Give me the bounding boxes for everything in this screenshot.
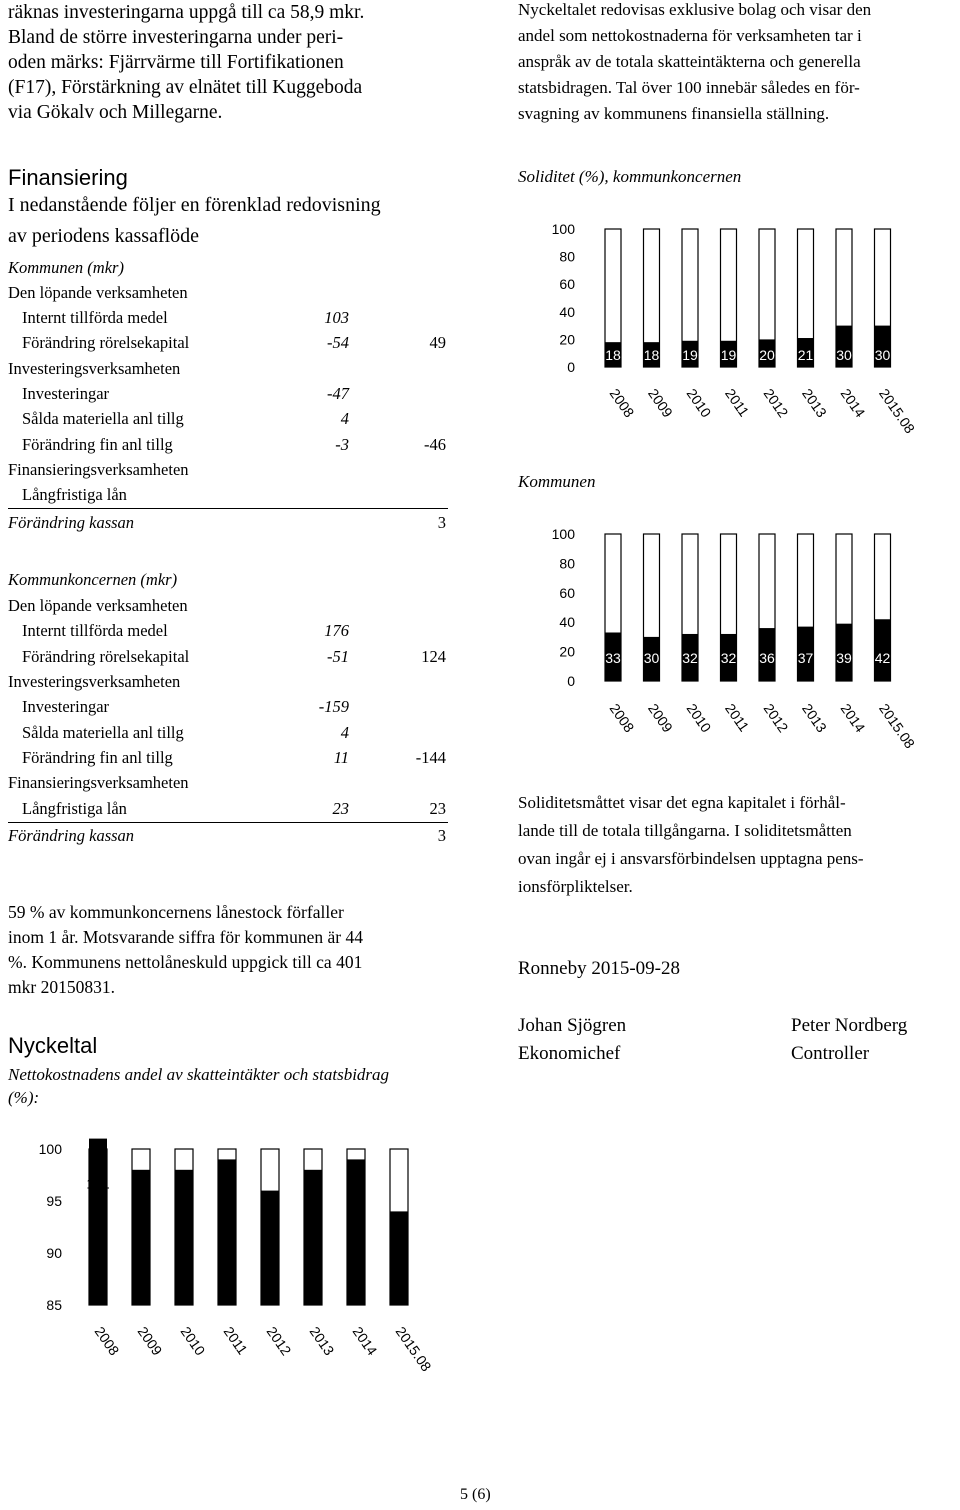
data-label: 42: [874, 650, 891, 666]
koncernen-title: Kommunkoncernen (mkr): [8, 570, 178, 589]
data-label: 30: [874, 347, 891, 363]
right-intro-text: [518, 0, 958, 127]
row-label: Långfristiga lån: [22, 799, 127, 818]
soliditet-kommunen-chart: [520, 520, 940, 765]
y-tick-label: 100: [551, 526, 575, 542]
page-number: 5 (6): [460, 1486, 491, 1503]
nyckeltal-heading: Nyckeltal: [8, 1033, 98, 1058]
total-value: 3: [437, 826, 446, 845]
soliditet-koncern-chart: [520, 215, 940, 450]
x-tick-label: 2014: [349, 1323, 381, 1359]
signatory-role: Ekonomichef: [518, 1043, 621, 1064]
table-divider: [8, 822, 448, 823]
nyckeltal-subtitle: [8, 1063, 389, 1109]
y-tick-label: 20: [559, 331, 575, 348]
total-label: Förändring kassan: [8, 513, 135, 532]
row-value: 4: [340, 723, 349, 742]
finansiering-intro-line: av periodens kassaflöde: [8, 225, 200, 247]
data-label: 19: [720, 347, 737, 363]
soliditet-text-line: Soliditetsmåttet visar det egna kapitalet i förhål-: [518, 793, 846, 812]
row-label: Sålda materiella anl tillg: [22, 409, 184, 428]
right-intro-line: anspråk av de totala skatteintäkterna och generella: [518, 52, 861, 71]
x-tick-label: 2011: [220, 1323, 251, 1358]
soliditet-text-line: ionsförpliktelser.: [518, 877, 633, 896]
y-tick-label: 20: [559, 643, 575, 660]
row-value: -159: [318, 697, 349, 716]
nettokostnad-chart: [20, 1135, 460, 1395]
data-label: 94: [391, 1248, 407, 1265]
right-intro-line: statsbidragen. Tal över 100 innebär således en för-: [518, 78, 860, 97]
nyckeltal-subtitle-line: Nettokostnadens andel av skatteintäkter och statsbidrag: [8, 1065, 390, 1084]
row-label: Internt tillförda medel: [22, 308, 168, 327]
y-tick-label: 90: [46, 1245, 62, 1261]
y-tick-label: 60: [559, 584, 575, 601]
left-intro-line: oden märks: Fjärrvärme till Fortifikationen: [8, 52, 344, 73]
loan-note: [8, 900, 448, 1000]
row-label: Sålda materiella anl tillg: [22, 723, 184, 742]
left-intro-text: [8, 0, 448, 125]
x-tick-label: 2013: [799, 385, 831, 421]
row-value: -47: [327, 384, 349, 403]
data-label: 39: [836, 650, 852, 666]
data-label: 18: [605, 347, 621, 363]
data-label: 99: [348, 1196, 364, 1213]
row-value: 103: [324, 308, 349, 327]
total-value: 3: [437, 513, 446, 532]
finansiering-intro-line: I nedanstående följer en förenklad redovisning: [8, 194, 381, 216]
x-tick-label: 2011: [722, 385, 753, 420]
section-label: Den löpande verksamheten: [8, 283, 188, 302]
soliditet-chart-title: Soliditet (%), kommunkoncernen: [518, 167, 742, 186]
x-tick-label: 2010: [683, 385, 715, 421]
y-tick-label: 80: [559, 248, 575, 265]
x-tick-label: 2014: [837, 700, 869, 736]
data-label: 99: [219, 1196, 235, 1213]
x-tick-label: 2014: [837, 385, 869, 421]
x-tick-label: 2008: [606, 700, 638, 736]
data-label: 32: [720, 650, 737, 666]
bar: [261, 1191, 279, 1305]
row-value: 11: [333, 748, 349, 767]
y-tick-label: 100: [38, 1141, 62, 1157]
data-label: 37: [797, 650, 814, 666]
data-label: 21: [797, 347, 814, 363]
right-intro-line: svagning av kommunens finansiella ställning.: [518, 104, 830, 123]
data-label: 98: [176, 1206, 192, 1223]
y-tick-label: 100: [551, 221, 575, 237]
data-label: 36: [759, 650, 775, 666]
row-value: 4: [340, 409, 349, 428]
left-intro-line: via Gökalv och Millegarne.: [8, 102, 223, 123]
signatory-role: Controller: [791, 1043, 870, 1064]
kommunen-chart-title: Kommunen: [518, 472, 596, 491]
data-label: 18: [643, 347, 660, 363]
bar: [132, 1170, 150, 1305]
section-label: Finansieringsverksamheten: [8, 773, 189, 792]
right-intro-line: Nyckeltalet redovisas exklusive bolag och visar den: [518, 0, 872, 19]
y-tick-label: 95: [46, 1193, 62, 1209]
row-total: 49: [429, 333, 446, 352]
x-tick-label: 2013: [306, 1323, 338, 1359]
soliditet-text: [518, 789, 958, 901]
loan-note-line: inom 1 år. Motsvarande siffra för kommunen är 44: [8, 927, 363, 947]
row-value: -51: [327, 647, 349, 666]
y-tick-label: 40: [559, 614, 575, 631]
section-label: Investeringsverksamheten: [8, 672, 181, 691]
data-label: 33: [605, 650, 621, 666]
data-label: 30: [643, 650, 660, 666]
y-tick-label: 0: [567, 673, 575, 689]
finansiering-intro: [8, 190, 381, 252]
row-label: Förändring rörelsekapital: [22, 647, 190, 666]
data-label: 96: [262, 1227, 278, 1244]
left-intro-line: räknas investeringarna uppgå till ca 58,9 mkr.: [8, 2, 365, 23]
loan-note-line: 59 % av kommunkoncernens lånestock förfaller: [8, 902, 344, 922]
right-intro-line: andel som nettokostnaderna för verksamheten tar i: [518, 26, 862, 45]
kommunen-title: Kommunen (mkr): [8, 258, 124, 277]
x-tick-label: 2015.08: [876, 385, 919, 437]
x-tick-label: 2015.08: [876, 700, 919, 752]
row-label: Långfristiga lån: [22, 485, 127, 504]
x-tick-label: 2008: [606, 385, 638, 421]
y-tick-label: 80: [559, 555, 575, 572]
loan-note-line: mkr 20150831.: [8, 977, 115, 997]
row-total: 124: [421, 647, 446, 666]
row-value: -3: [335, 435, 349, 454]
left-intro-line: (F17), Förstärkning av elnätet till Kuggeboda: [8, 77, 363, 98]
data-label: 98: [305, 1206, 321, 1223]
row-value: 23: [332, 799, 349, 818]
y-tick-label: 60: [559, 276, 575, 293]
place-date: Ronneby 2015-09-28: [518, 958, 681, 979]
row-label: Förändring fin anl tillg: [22, 748, 173, 767]
data-label: 98: [133, 1206, 149, 1223]
table-divider: [8, 508, 448, 509]
x-tick-label: 2010: [683, 700, 715, 736]
finansiering-heading: Finansiering: [8, 165, 128, 190]
data-label: 32: [682, 650, 698, 666]
x-tick-label: 2012: [760, 385, 792, 421]
row-label: Investeringar: [22, 384, 110, 403]
row-label: Investeringar: [22, 697, 110, 716]
x-tick-label: 2009: [645, 700, 677, 736]
row-value: -54: [327, 333, 349, 352]
left-intro-line: Bland de större investeringarna under peri-: [8, 27, 344, 48]
data-label: 19: [682, 347, 698, 363]
y-tick-label: 0: [567, 359, 575, 375]
row-label: Internt tillförda medel: [22, 621, 168, 640]
row-label: Förändring rörelsekapital: [22, 333, 190, 352]
x-tick-label: 2015.08: [392, 1323, 435, 1375]
bar: [218, 1159, 236, 1305]
section-label: Finansieringsverksamheten: [8, 460, 189, 479]
x-tick-label: 2011: [722, 700, 753, 735]
x-tick-label: 2012: [760, 700, 792, 736]
data-label: 101: [86, 1175, 110, 1192]
x-tick-label: 2009: [134, 1323, 166, 1359]
row-value: 176: [324, 621, 349, 640]
signatory-name: Peter Nordberg: [791, 1015, 908, 1036]
signatory-name: Johan Sjögren: [518, 1015, 627, 1036]
soliditet-text-line: ovan ingår ej i ansvarsförbindelsen upptagna pens-: [518, 849, 864, 868]
bar: [89, 1139, 107, 1305]
bar: [347, 1159, 365, 1305]
data-label: 20: [759, 347, 775, 363]
section-label: Investeringsverksamheten: [8, 359, 181, 378]
row-total: 23: [429, 799, 446, 818]
row-total: -46: [424, 435, 446, 454]
section-label: Den löpande verksamheten: [8, 596, 188, 615]
bar: [304, 1170, 322, 1305]
x-tick-label: 2010: [177, 1323, 209, 1359]
x-tick-label: 2009: [645, 385, 677, 421]
data-label: 30: [836, 347, 852, 363]
row-label: Förändring fin anl tillg: [22, 435, 173, 454]
nyckeltal-subtitle-line: (%):: [8, 1088, 40, 1107]
bar: [175, 1170, 193, 1305]
soliditet-text-line: lande till de totala tillgångarna. I soliditetsmåtten: [518, 821, 852, 840]
total-label: Förändring kassan: [8, 826, 135, 845]
x-tick-label: 2013: [799, 700, 831, 736]
x-tick-label: 2008: [91, 1323, 123, 1359]
y-tick-label: 85: [46, 1297, 62, 1313]
row-total: -144: [415, 748, 446, 767]
x-tick-label: 2012: [263, 1323, 295, 1359]
y-tick-label: 40: [559, 303, 575, 320]
loan-note-line: %. Kommunens nettolåneskuld uppgick till ca 401: [8, 952, 363, 972]
